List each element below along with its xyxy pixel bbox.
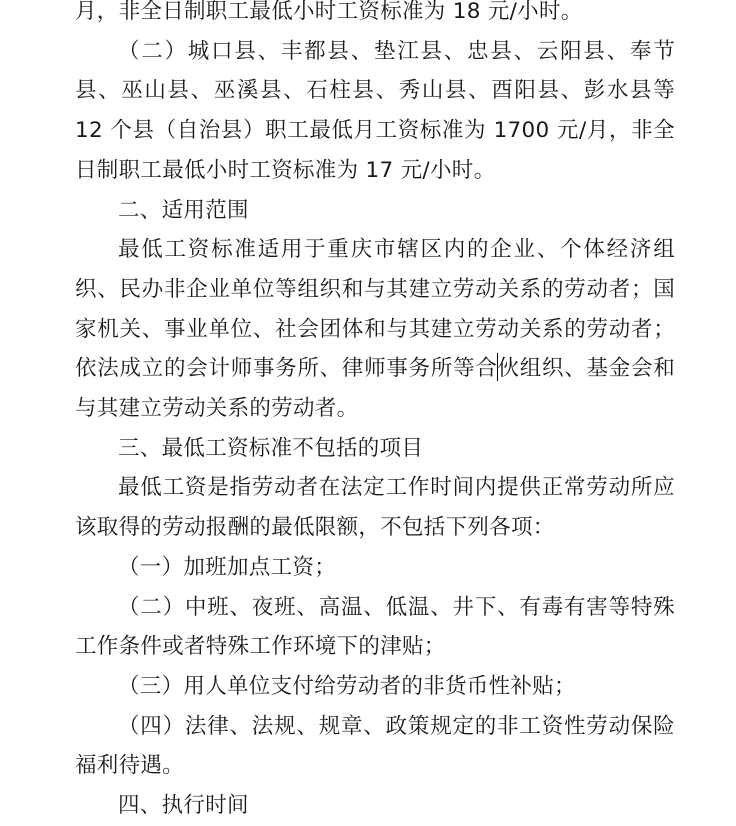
list-item-overtime-pay: （一）加班加点工资；: [118, 554, 337, 580]
paragraph-scope: [75, 230, 675, 429]
list-item-non-monetary-subsidies: （三）用人单位支付给劳动者的非货币性补贴；: [118, 673, 576, 699]
section-heading-scope: 二、适用范围: [118, 197, 249, 223]
section-heading-exclusions: 三、最低工资标准不包括的项目: [118, 435, 424, 461]
document-body[interactable]: [75, 0, 675, 826]
paragraph-county-wage-standard: （二）城口县、丰都县、垫江县、忠县、云阳县、奉节县、巫山县、巫溪县、石柱县、秀山县、酉阳县、彭水县等 12 个县（自治县）职工最低月工资标准为 1700 元/月，非全日制职工最低小时工资标准为 17 元/小时。: [75, 38, 675, 183]
paragraph-scope-text-before-cursor: 最低工资标准适用于重庆市辖区内的企业、个体经济组织、民办非企业单位等组织和与其建立劳动关系的劳动者；国家机关、事业单位、社会团体和与其建立劳动关系的劳动者；依法成立的会计师事务所、律师事务所等合: [75, 237, 675, 382]
paragraph-minimum-wage-definition: 最低工资是指劳动者在法定工作时间内提供正常劳动所应该取得的劳动报酬的最低限额，不包括下列各项：: [75, 475, 675, 541]
paragraph-scope-text-after-cursor: 伙组织、基金会和与其建立劳动关系的劳动者。: [75, 356, 675, 422]
list-item-special-allowances: （二）中班、夜班、高温、低温、井下、有毒有害等特殊工作条件或者特殊工作环境下的津贴；: [75, 594, 675, 660]
paragraph-continuation: 月，非全日制职工最低小时工资标准为 18 元/小时。: [75, 0, 583, 24]
section-heading-effective-date: 四、执行时间: [118, 793, 249, 819]
list-item-welfare-benefits: （四）法律、法规、规章、政策规定的非工资性劳动保险福利待遇。: [75, 713, 675, 779]
